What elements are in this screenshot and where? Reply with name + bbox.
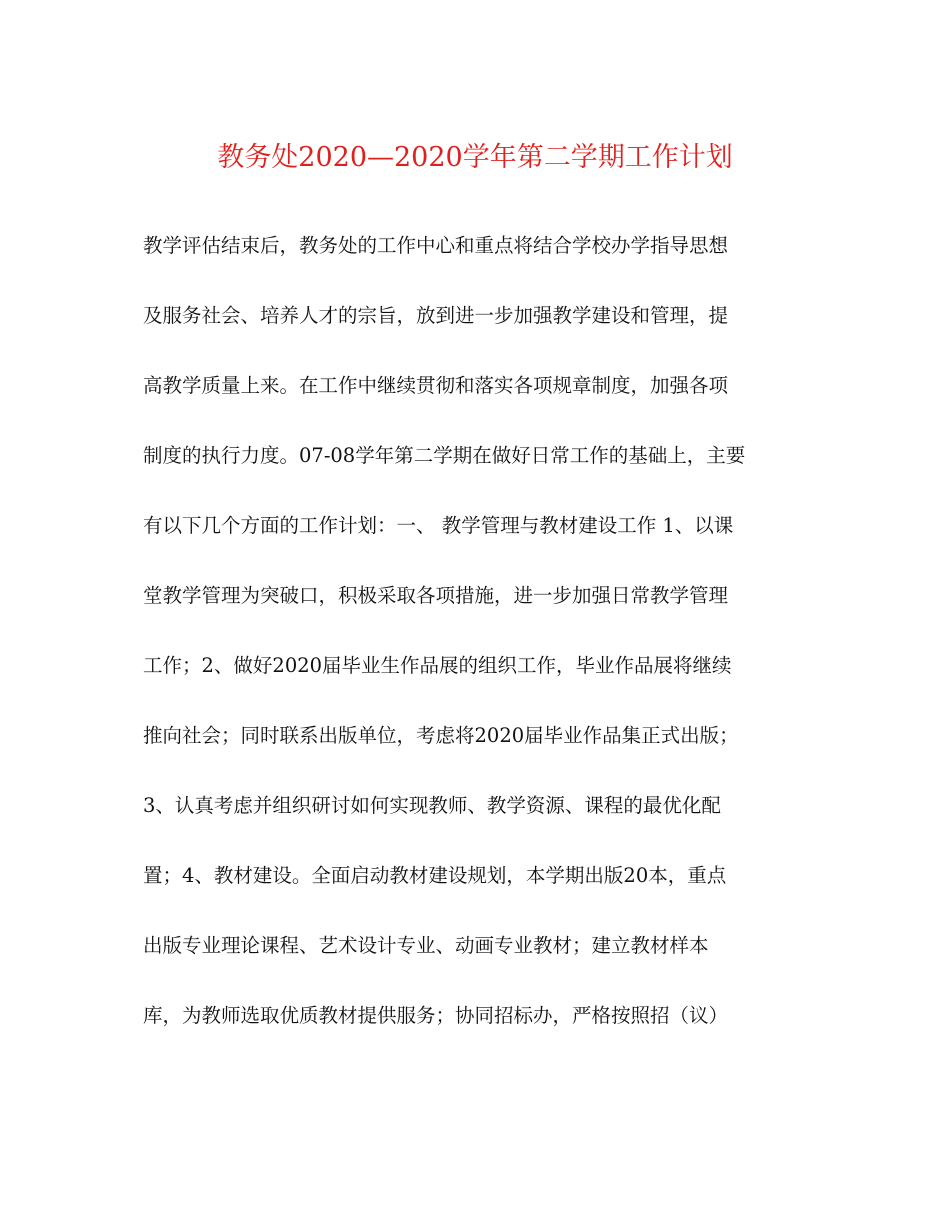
body-text [143, 224, 823, 1064]
body-line-8: 推向社会；同时联系出版单位，考虑将2020届毕业作品集正式出版； [143, 724, 739, 747]
page-title: 教务处2020—2020学年第二学期工作计划 [217, 142, 733, 173]
body-line-2: 及服务社会、培养人才的宗旨，放到进一步加强教学建设和管理，提 [143, 304, 729, 327]
body-line-10: 置；4、教材建设。全面启动教材建设规划，本学期出版20本，重点 [143, 864, 727, 887]
body-line-12: 库，为教师选取优质教材提供服务；协同招标办，严格按照招（议） [143, 1004, 729, 1027]
body-line-11: 出版专业理论课程、艺术设计专业、动画专业教材；建立教材样本 [143, 934, 709, 957]
body-line-1: 教学评估结束后，教务处的工作中心和重点将结合学校办学指导思想 [143, 234, 729, 257]
body-line-6: 堂教学管理为突破口，积极采取各项措施，进一步加强日常教学管理 [143, 584, 729, 607]
body-line-4: 制度的执行力度。07-08学年第二学期在做好日常工作的基础上，主要 [143, 444, 746, 467]
body-line-9: 3、认真考虑并组织研讨如何实现教师、教学资源、课程的最优化配 [143, 794, 721, 817]
body-line-5: 有以下几个方面的工作计划：一、 教学管理与教材建设工作 1、以课 [143, 514, 734, 537]
body-line-7: 工作；2、做好2020届毕业生作品展的组织工作，毕业作品展将继续 [143, 654, 732, 677]
body-line-3: 高教学质量上来。在工作中继续贯彻和落实各项规章制度，加强各项 [143, 374, 729, 397]
